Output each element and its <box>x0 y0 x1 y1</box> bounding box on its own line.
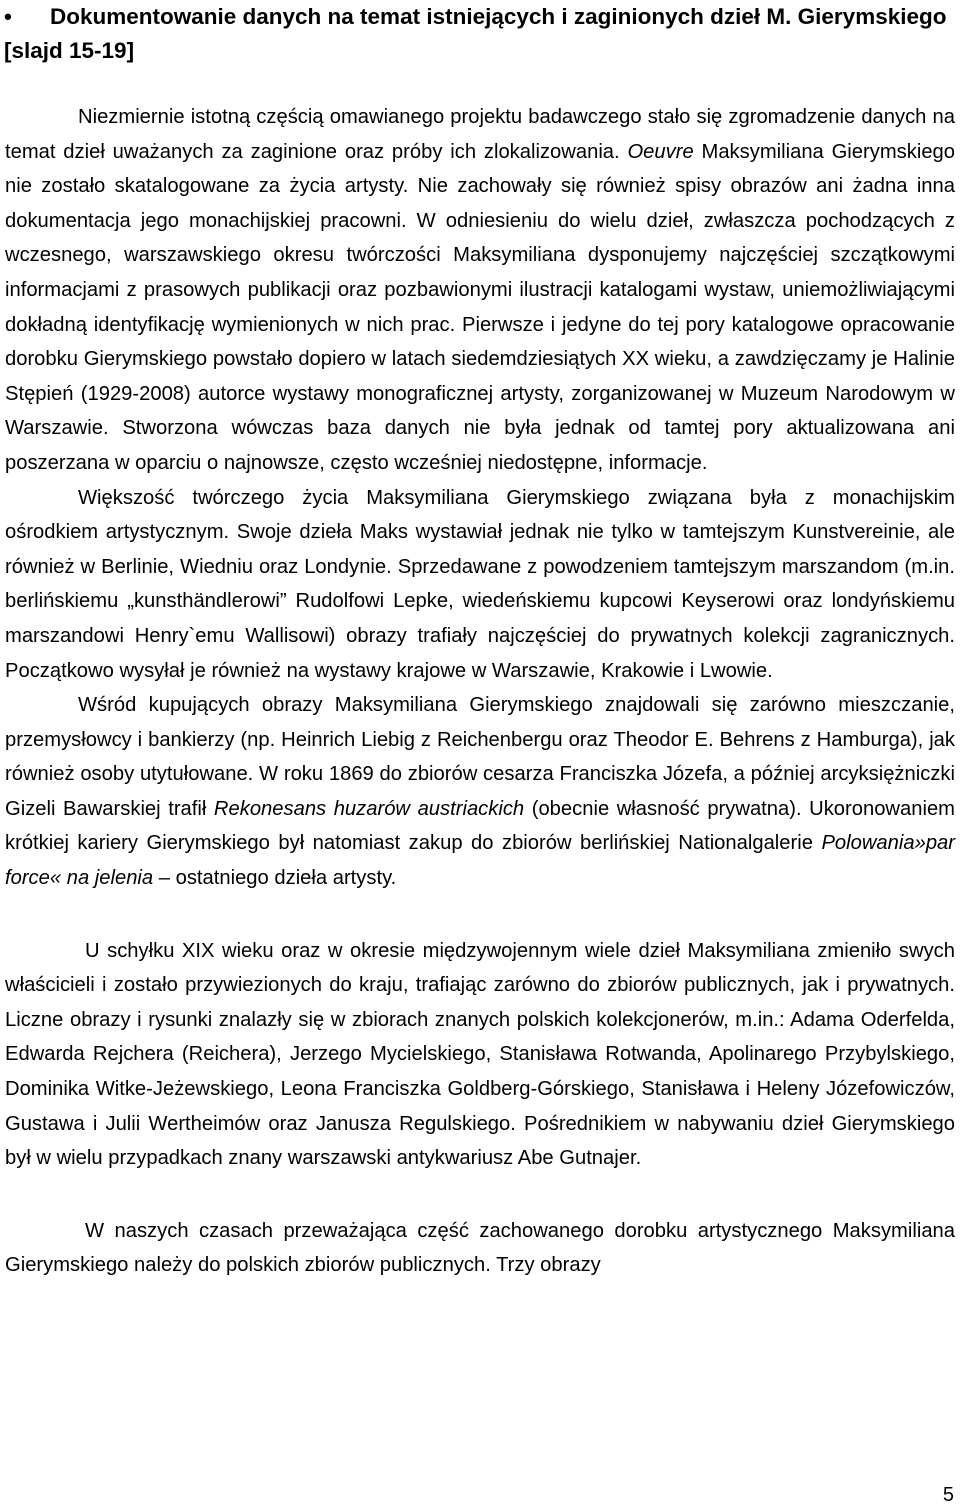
paragraph-1-sentence-1: Niezmiernie istotną częścią omawianego projektu badawczego stało się zgromadzenie danych na temat dzieł uważanych za zaginione oraz próby ich zlokalizowania. <box>5 106 955 163</box>
heading-line-1: Dokumentowanie danych na temat istniejących i zaginionych dzieł M. Gierymskiego <box>50 4 947 29</box>
paragraph-1-rest: Maksymiliana Gierymskiego nie zostało skatalogowane za życia artysty. Nie zachowały się również spisy obrazów ani żadna inna dokumentacja jego monachijskiej pracowni. W odniesieniu do wielu dzieł, zwłaszcza pochodzących z wczesnego, warszawskiego okresu twórczości Maksymiliana dysponujemy najczęściej szczątkowymi informacjami z prasowych publikacji oraz pozbawionymi ilustracji katalogami wystaw, uniemożliwiającymi dokładną identyfikację wymienionych w nich prac. Pierwsze i jedyne do tej pory katalogowe opracowanie dorobku Gierymskiego powstało dopiero w latach siedemdziesiątych XX wieku, a zawdzięczamy je Halinie Stępień (1929-2008) autorce wystawy monograficznej artysty, zorganizowanej w Muzeum Narodowym w Warszawie. Stworzona wówczas baza danych nie była jednak od tamtej pory aktualizowana ani poszerzana w oparciu o najnowsze, często wcześniej niedostępne, informacje. <box>5 140 956 474</box>
paragraph-2: Większość twórczego życia Maksymiliana Gierymskiego związana była z monachijskim ośrodkiem artystycznym. Swoje dzieła Maks wystawiał jednak nie tylko w tamtejszym Kunstvereinie, ale również w Berlinie, Wiedniu oraz Londynie. Sprzedawane z powodzeniem tamtejszym marszandom (m.in. berlińskiemu „kunsthändlerowi” Rudolfowi Lepke, wiedeńskiemu kupcowi Keyserowi oraz londyńskiemu marszandowi Henry`emu Wallisowi) obrazy trafiały najczęściej do prywatnych kolekcji zagranicznych. Początkowo wysyłał je również na wystawy krajowe w Warszawie, Krakowie i Lwowie. <box>5 486 955 682</box>
page-number: 5 <box>942 1484 954 1506</box>
paragraph-3-part-a: Wśród kupujących obrazy Maksymiliana Gierymskiego znajdowali się zarówno mieszczanie, przemysłowcy i bankierzy (np. Heinrich Liebig z Reichenbergu oraz Theodor E. Behrens z Hamburga), jak również osoby utytułowane. W roku 1869 do zbiorów cesarza Franciszka Józefa, a później arcyksiężniczki Gizeli Bawarskiej trafił <box>5 694 955 820</box>
paragraph-4: U schyłku XIX wieku oraz w okresie międzywojennym wiele dzieł Maksymiliana zmieniło swych właścicieli i zostało przywiezionych do kraju, trafiając zarówno do zbiorów publicznych, jak i prywatnych. Liczne obrazy i rysunki znalazły się w zbiorach znanych polskich kolekcjonerów, m.in.: Adama Oderfelda, Edwarda Rejchera (Reichera), Jerzego Mycielskiego, Stanisława Rotwanda, Apolinarego Przybylskiego, Dominika Witke-Jeżewskiego, Leona Franciszka Goldberg-Górskiego, Stanisława i Heleny Józefowiczów, Gustawa i Julii Wertheimów oraz Janusza Regulskiego. Pośrednikiem w nabywaniu dzieł Gierymskiego był w wielu przypadkach znany warszawski antykwariusz Abe Gutnajer. <box>5 939 955 1170</box>
paragraph-5: W naszych czasach przeważająca część zachowanego dorobku artystycznego Maksymiliana Gierymskiego należy do polskich zbiorów publicznych. Trzy obrazy <box>5 1219 955 1277</box>
heading-line-2: [slajd 15-19] <box>4 38 135 63</box>
artwork-title-polowanie: Polowania»par force« na jelenia <box>5 832 955 890</box>
section-heading <box>4 0 954 68</box>
paragraph-3-part-c: (obecnie własność prywatna). Ukoronowaniem krótkiej kariery Gierymskiego był natomiast zakup do zbiorów berlińskiej Nationalgalerie <box>5 797 955 855</box>
paragraph-3-part-e: – ostatniego dzieła artysty. <box>153 867 397 890</box>
bullet-marker: • <box>4 4 12 29</box>
body-text <box>5 100 955 1283</box>
oeuvre-term: Oeuvre <box>627 140 694 163</box>
artwork-title-rekonesans: Rekonesans huzarów austriackich <box>213 797 525 820</box>
paragraph-1 <box>5 100 955 481</box>
paragraph-3 <box>5 688 955 896</box>
